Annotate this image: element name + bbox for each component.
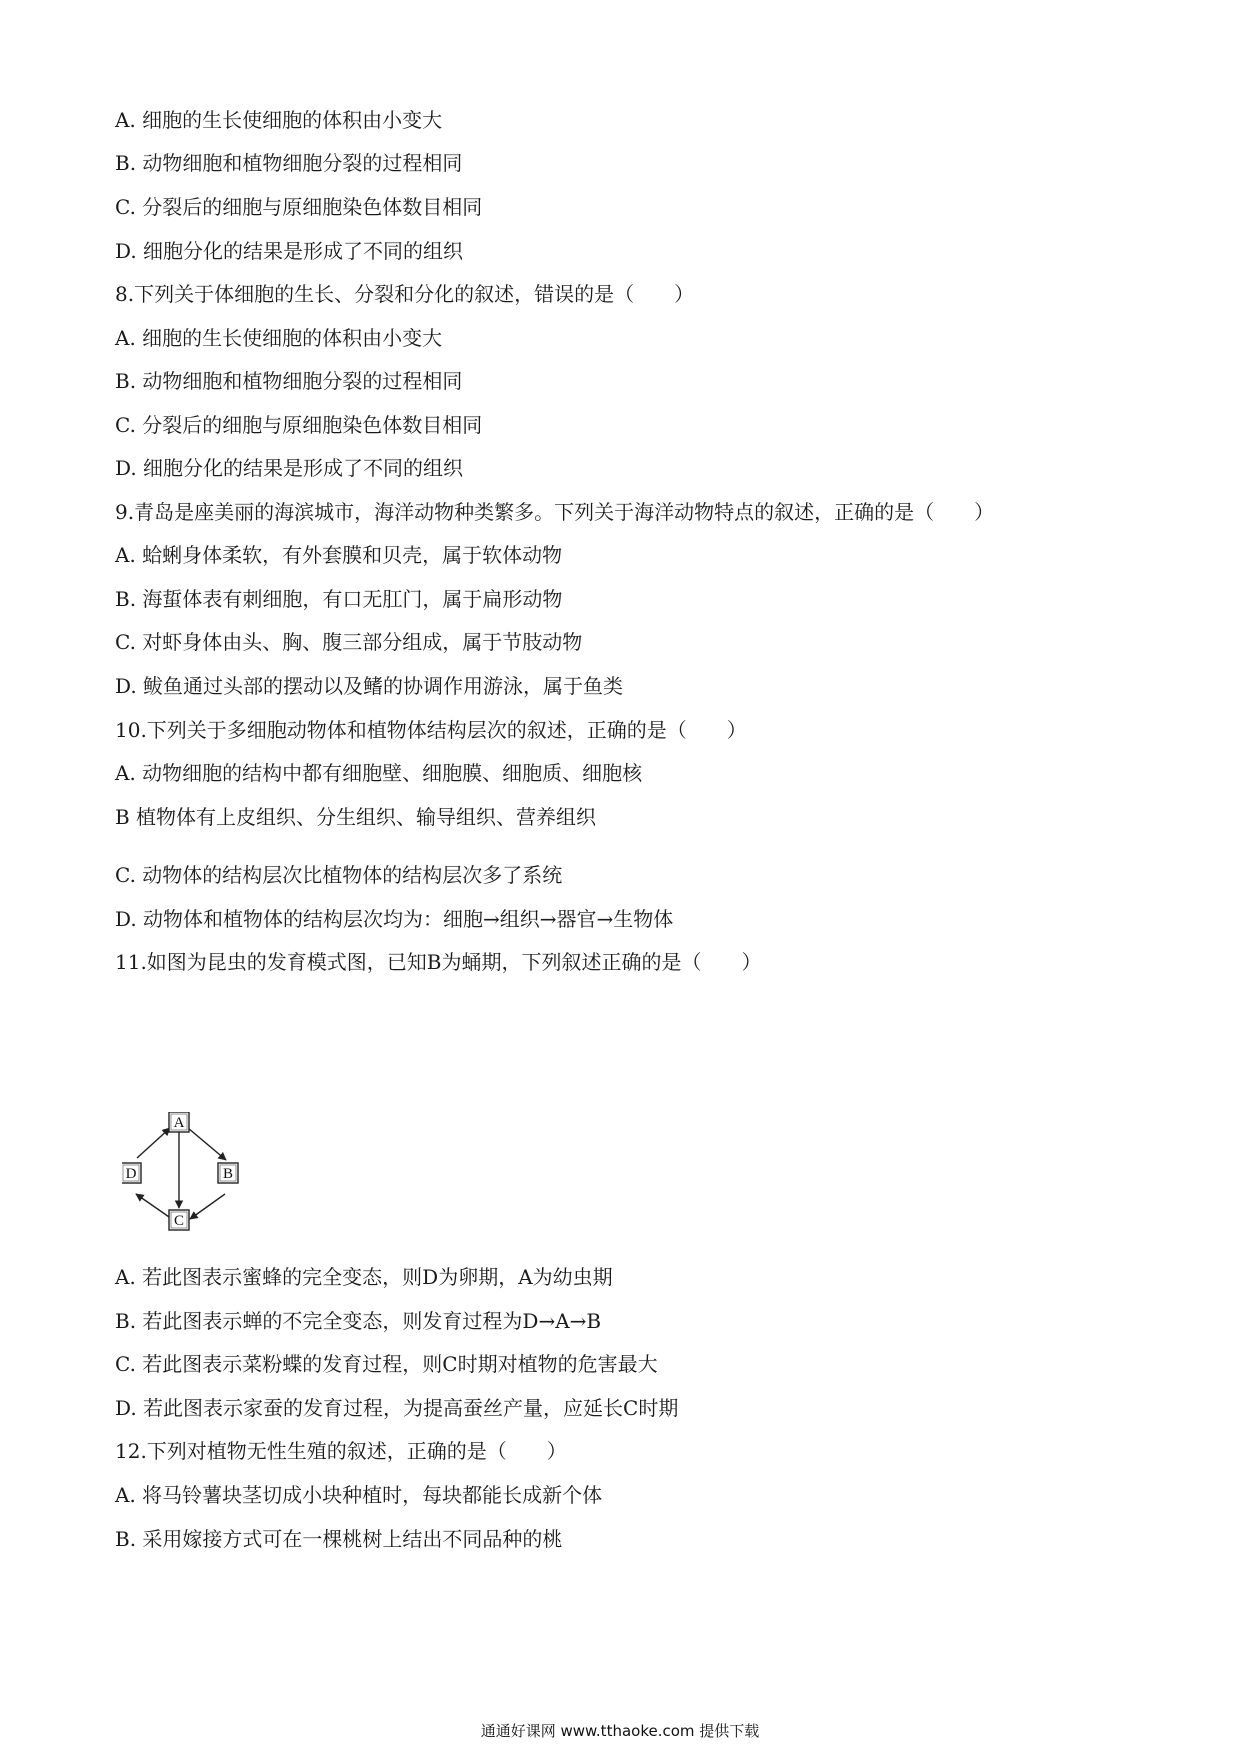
option-8d: D. 细胞分化的结果是形成了不同的组织 — [115, 456, 464, 480]
option-10d: D. 动物体和植物体的结构层次均为：细胞→组织→器官→生物体 — [115, 907, 674, 931]
arrow-d-to-a — [137, 1128, 170, 1158]
option-11a: A. 若此图表示蜜蜂的完全变态，则D为卵期，A为幼虫期 — [115, 1265, 613, 1289]
option-8c: C. 分裂后的细胞与原细胞染色体数目相同 — [115, 413, 483, 437]
question-12: 12.下列对植物无性生殖的叙述，正确的是（ ） — [115, 1439, 567, 1463]
option-9c: C. 对虾身体由头、胸、腹三部分组成，属于节肢动物 — [115, 630, 583, 654]
node-d-label: D — [125, 1166, 137, 1182]
node-c-label: C — [173, 1213, 185, 1229]
option-10a: A. 动物细胞的结构中都有细胞壁、细胞膜、细胞质、细胞核 — [115, 761, 643, 785]
option-7b: B. 动物细胞和植物细胞分裂的过程相同 — [115, 151, 463, 175]
option-10c: C. 动物体的结构层次比植物体的结构层次多了系统 — [115, 863, 563, 887]
option-11b: B. 若此图表示蝉的不完全变态，则发育过程为D→A→B — [115, 1309, 602, 1333]
arrow-c-to-d — [136, 1194, 172, 1219]
question-9: 9.青岛是座美丽的海滨城市，海洋动物种类繁多。下列关于海洋动物特点的叙述，正确的是（ ） — [115, 500, 995, 524]
option-12b: B. 采用嫁接方式可在一棵桃树上结出不同品种的桃 — [115, 1527, 563, 1551]
option-8b: B. 动物细胞和植物细胞分裂的过程相同 — [115, 369, 463, 393]
question-8: 8.下列关于体细胞的生长、分裂和分化的叙述，错误的是（ ） — [115, 282, 695, 306]
option-11c: C. 若此图表示菜粉蝶的发育过程，则C时期对植物的危害最大 — [115, 1352, 658, 1376]
option-9a: A. 蛤蜊身体柔软，有外套膜和贝壳，属于软体动物 — [115, 543, 563, 567]
option-7d: D. 细胞分化的结果是形成了不同的组织 — [115, 239, 464, 263]
page-footer: 通通好课网 www.tthaoke.com 提供下载 — [480, 1722, 760, 1740]
node-b-label: B — [222, 1166, 234, 1182]
question-11: 11.如图为昆虫的发育模式图，已知B为蛹期，下列叙述正确的是（ ） — [115, 950, 762, 974]
option-9b: B. 海蜇体表有刺细胞，有口无肛门，属于扁形动物 — [115, 587, 563, 611]
option-10b: B 植物体有上皮组织、分生组织、输导组织、营养组织 — [115, 805, 597, 829]
option-8a: A. 细胞的生长使细胞的体积由小变大 — [115, 326, 443, 350]
arrow-b-to-c — [190, 1194, 225, 1219]
option-7c: C. 分裂后的细胞与原细胞染色体数目相同 — [115, 195, 483, 219]
node-a-label: A — [173, 1115, 185, 1131]
option-11d: D. 若此图表示家蚕的发育过程，为提高蚕丝产量，应延长C时期 — [115, 1396, 679, 1420]
question-10: 10.下列关于多细胞动物体和植物体结构层次的叙述，正确的是（ ） — [115, 718, 747, 742]
option-12a: A. 将马铃薯块茎切成小块种植时，每块都能长成新个体 — [115, 1483, 603, 1507]
option-9d: D. 鲅鱼通过头部的摆动以及鳍的协调作用游泳，属于鱼类 — [115, 674, 624, 698]
option-7a: A. 细胞的生长使细胞的体积由小变大 — [115, 108, 443, 132]
arrow-a-to-b — [188, 1128, 226, 1160]
insect-development-diagram — [122, 1112, 272, 1237]
